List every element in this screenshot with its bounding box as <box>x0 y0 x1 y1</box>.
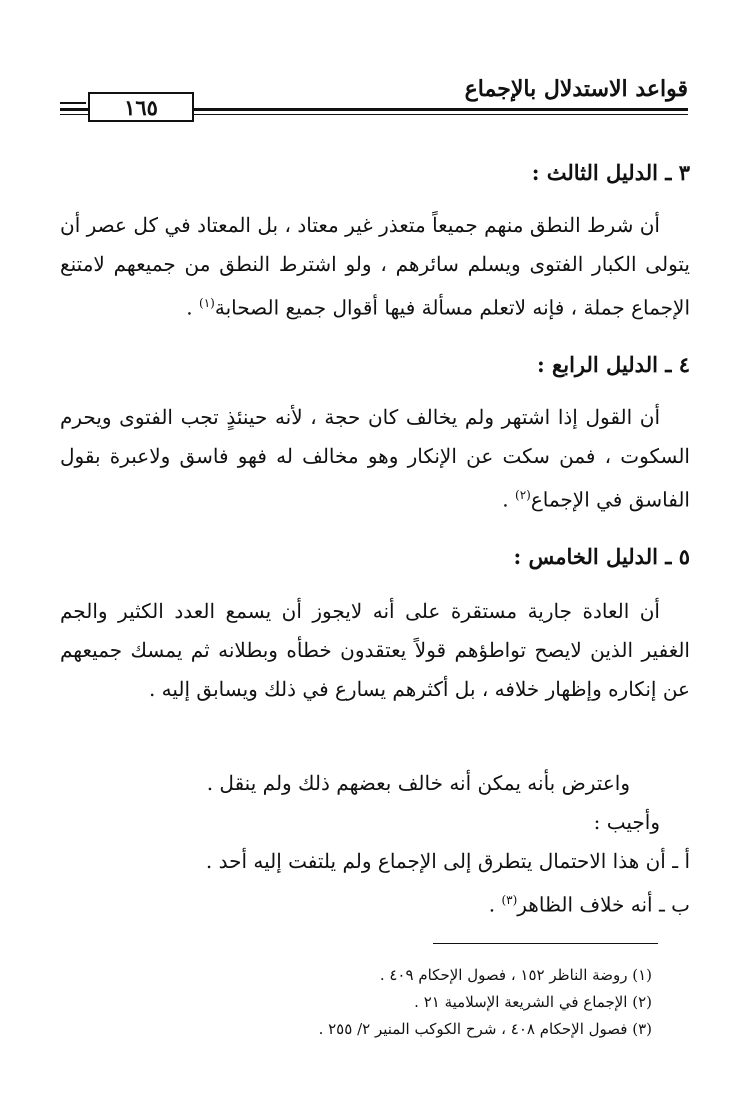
footnotes <box>319 962 652 1043</box>
paragraph: أن شرط النطق منهم جميعاً متعذر غير معتاد ، بل المعتاد في كل عصر أن يتولى الكبار الفتوى ويسلم سائرهم ، ولو اشترط النطق من جميعهم لامتنع الإجماع جملة ، فإنه لاتعلم مسألة فيها أقوال جميع الصحابة$^{(١)}$ . <box>60 213 690 320</box>
reply-label: وأجيب : <box>593 810 660 834</box>
paragraph: أن العادة جارية مستقرة على أنه لايجوز أن يسمع العدد الكثير والجم الغفير الذين لايصح تواطؤهم قولاً يعتقدون خطأه وبطلانه ثم يمسك جميعهم عن إنكاره وإظهار خلافه ، بل أكثرهم يسارع في ذلك ويسابق إليه . <box>60 599 690 701</box>
page-number: ١٦٥ <box>88 92 194 122</box>
objection-text: واعترض بأنه يمكن أنه خالف بعضهم ذلك ولم ينقل . <box>206 771 630 795</box>
footnote: (٣) فصول الإحكام ٤٠٨ ، شرح الكوكب المنير ٢/ ٢٥٥ . <box>318 1020 652 1038</box>
section-3 <box>60 160 690 185</box>
footnote-separator <box>433 943 658 944</box>
paragraph: أن القول إذا اشتهر ولم يخالف كان حجة ، لأنه حينئذٍ تجب الفتوى ويحرم السكوت ، فمن سكت عن الإنكار وهو مخالف له فهو فاسق ولاعبرة بقول الفاسق في الإجماع$^{(٢)}$ . <box>60 405 690 512</box>
footnote-ref: (٢) <box>515 488 531 502</box>
running-title: قواعد الاستدلال بالإجماع <box>464 76 688 102</box>
section-heading: ٣ ـ الدليل الثالث : <box>531 160 690 185</box>
reply-b: ب ـ أنه خلاف الظاهر$^{(٣)}$ . <box>488 892 690 917</box>
header-double-line <box>60 102 86 112</box>
section-heading: ٤ ـ الدليل الرابع : <box>536 352 690 377</box>
reply-a: أ ـ أن هذا الاحتمال يتطرق إلى الإجماع ولم يلتفت إليه أحد . <box>205 849 690 873</box>
section-5 <box>60 544 690 569</box>
section-4 <box>60 352 690 377</box>
footnote: (٢) الإجماع في الشريعة الإسلامية ٢١ . <box>414 993 652 1011</box>
footnote-ref: (٣) <box>501 893 518 907</box>
objection-block <box>60 764 690 925</box>
section-5-body <box>60 592 690 709</box>
section-3-body <box>60 206 690 328</box>
page-header <box>60 76 688 120</box>
footnote-ref: (١) <box>199 296 215 310</box>
footnote: (١) روضة الناظر ١٥٢ ، فصول الإحكام ٤٠٩ . <box>379 966 652 984</box>
section-4-body <box>60 398 690 520</box>
section-heading: ٥ ـ الدليل الخامس : <box>513 544 690 569</box>
